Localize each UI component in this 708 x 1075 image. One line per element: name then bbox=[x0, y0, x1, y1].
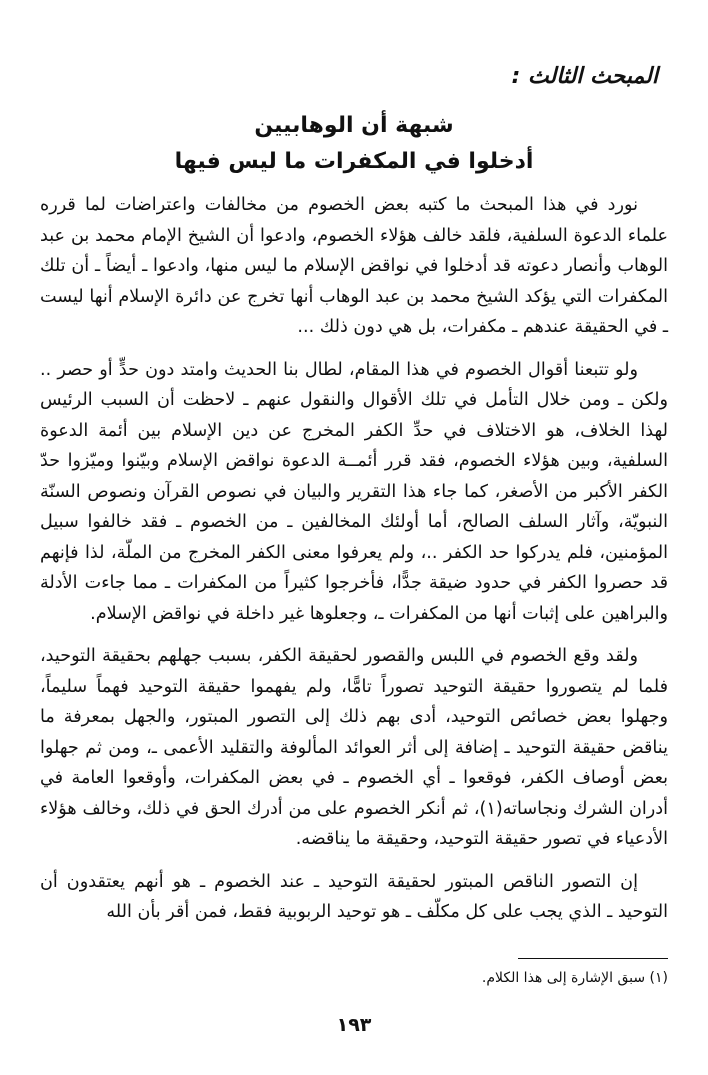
chapter-title-line-2: أدخلوا في المكفرات ما ليس فيها bbox=[174, 149, 534, 174]
footnote: (١) سبق الإشارة إلى هذا الكلام. bbox=[481, 970, 668, 986]
body-text bbox=[40, 190, 668, 940]
chapter-title bbox=[0, 108, 708, 180]
paragraph-4: إن التصور الناقص المبتور لحقيقة التوحيد ـ عند الخصوم ـ هو أنهم يعتقدون أن التوحيد ـ الذي يجب على كل مكلّف ـ هو توحيد الربوبية فقط، فمن أقر بأن الله bbox=[40, 871, 668, 922]
paragraph-2: ولو تتبعنا أقوال الخصوم في هذا المقام، لطال بنا الحديث وامتد دون حدٍّ أو حصر .. ولكن ـ ومن خلال التأمل في تلك الأقوال والنقول عنهم ـ لاحظت أن السبب الرئيس لهذا الخلاف، هو الاختلاف في حدِّ الكفر المخرج عن دين الإسلام بين أئمة الدعوة السلفية، وبين هؤلاء الخصوم، فقد قرر أئمــة الدعوة نواقض الإسلام وبيّنوا وميّزوا حدّ الكفر الأكبر من الأصغر، كما جاء هذا التقرير والبيان في نصوص القرآن ونصوص السنّة النبويّة، وآثار السلف الصالح، أما أولئك المخالفين ـ من الخصوم ـ فقد خالفوا سبيل المؤمنين، فلم يدركوا حد الكفر ..، ولم يعرفوا معنى الكفر المخرج من الملّة، لذا فإنهم قد حصروا الكفر في حدود ضيقة جدًّا، فأخرجوا كثيراً من المكفرات ـ مما جاءت الأدلة والبراهين على إثبات أنها من المكفرات ـ، وجعلوها غير داخلة في نواقض الإسلام. bbox=[40, 359, 668, 624]
chapter-title-line-1: شبهة أن الوهابيين bbox=[254, 113, 454, 138]
footnote-divider bbox=[518, 958, 668, 959]
paragraph-1: نورد في هذا المبحث ما كتبه بعض الخصوم من مخالفات واعتراضات لما قرره علماء الدعوة السلفية، فلقد خالف هؤلاء الخصوم، وادعوا أن الشيخ الإمام محمد بن عبد الوهاب وأنصار دعوته قد أدخلوا في نواقض الإسلام ما ليس منها، وادعوا ـ أيضاً ـ أن تلك المكفرات التي يؤكد الشيخ محمد بن عبد الوهاب أنها تخرج عن دائرة الإسلام أنها ليست ـ في الحقيقة عندهم ـ مكفرات، بل هي دون ذلك ... bbox=[40, 195, 668, 337]
section-label: المبحث الثالث : bbox=[511, 64, 658, 89]
page-number: ١٩٣ bbox=[336, 1014, 372, 1036]
paragraph-3: ولقد وقع الخصوم في اللبس والقصور لحقيقة الكفر، بسبب جهلهم بحقيقة التوحيد، فلما لم يتصوروا حقيقة التوحيد تصوراً تامًّا، ولم يفهموا حقيقة التوحيد فهماً سليماً، وجهلوا بعض خصائص التوحيد، أدى بهم ذلك إلى التصور المبتور، والجهل بمعرفة ما يناقض حقيقة التوحيد ـ إضافة إلى أثر العوائد المألوفة والتقليد الأعمى ـ، ومن ثم جهلوا بعض أوصاف الكفر، فوقعوا ـ أي الخصوم ـ في بعض المكفرات، وأوقعوا العامة في أدران الشرك ونجاساته(١)، ثم أنكر الخصوم على من أدرك الحق في ذلك، وخالف هؤلاء الأدعياء في تصور حقيقة التوحيد، وحقيقة ما يناقضه. bbox=[40, 646, 668, 849]
